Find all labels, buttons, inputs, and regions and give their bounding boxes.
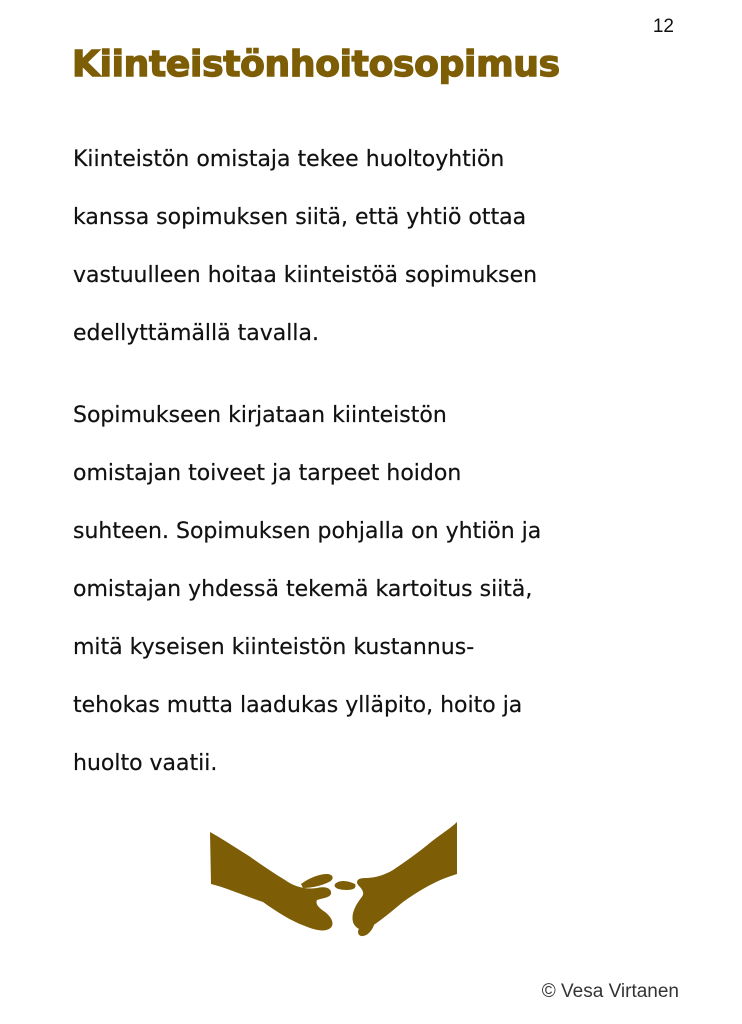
paragraph-line: mitä kyseisen kiinteistön kustannus-: [73, 635, 475, 660]
paragraph-line: huolto vaatii.: [73, 751, 218, 776]
paragraph-2: [73, 387, 541, 793]
paragraph-line: omistajan toiveet ja tarpeet hoidon: [73, 461, 462, 486]
handshake-hands-icon: [205, 818, 465, 938]
paragraph-line: Sopimukseen kirjataan kiinteistön: [73, 403, 447, 428]
paragraph-1: [73, 131, 537, 363]
paragraph-line: suhteen. Sopimuksen pohjalla on yhtiön ja: [73, 519, 542, 544]
paragraph-line: Kiinteistön omistaja tekee huoltoyhtiön: [73, 147, 505, 172]
paragraph-line: edellyttämällä tavalla.: [73, 321, 319, 346]
paragraph-line: omistajan yhdessä tekemä kartoitus siitä,: [73, 577, 533, 602]
paragraph-line: tehokas mutta laadukas ylläpito, hoito ja: [73, 693, 523, 718]
page-title: Kiinteistönhoitosopimus: [72, 44, 560, 85]
paragraph-line: vastuulleen hoitaa kiinteistöä sopimuksen: [73, 263, 538, 288]
page-number: 12: [652, 16, 674, 37]
copyright-notice: © Vesa Virtanen: [541, 981, 679, 1002]
paragraph-line: kanssa sopimuksen siitä, että yhtiö ottaa: [73, 205, 527, 230]
